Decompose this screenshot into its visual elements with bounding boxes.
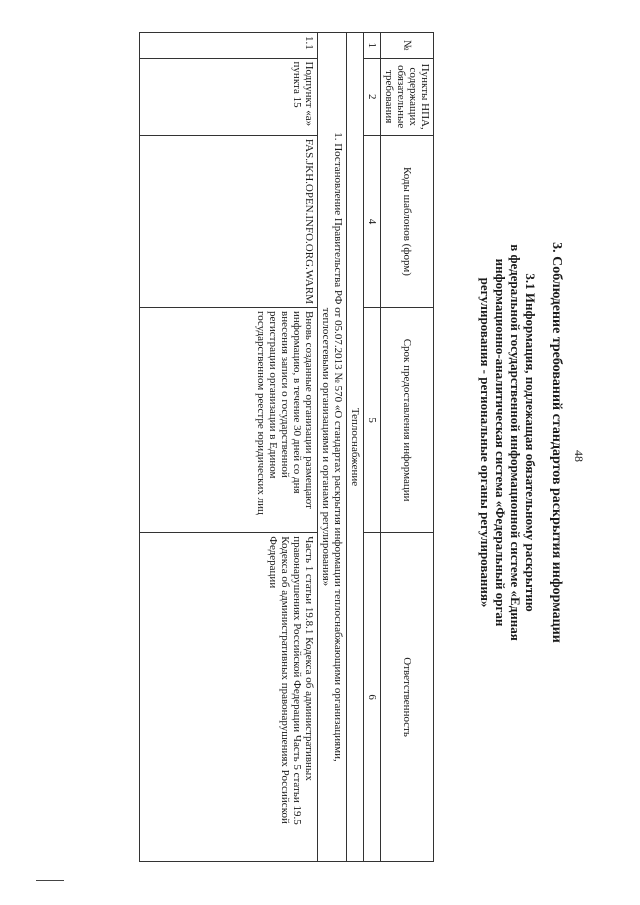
header-number-row	[364, 33, 381, 862]
header-number: 6	[364, 533, 381, 862]
section-title: 3. Соблюдение требований стандартов раскрытия информации	[549, 242, 564, 643]
header-row	[381, 33, 434, 862]
row-code: FAS.JKH.OPEN.INFO.ORG.WARM	[140, 135, 318, 307]
header-number: 5	[364, 308, 381, 533]
section-row	[347, 33, 364, 862]
header-cell: №	[381, 33, 434, 59]
row-responsibility: Часть 1 статьи 19.8.1 Кодекса об административных правонарушениях Российской Федерации Часть 5 статьи 19.5 Кодекса об административных правонарушениях Российской Федерации	[140, 533, 318, 862]
rotated-page	[40, 20, 600, 865]
footnote-rule	[36, 880, 64, 881]
row-number: 1.1	[140, 33, 318, 59]
subtitle-line: 3.1 Информация, подлежащая обязательному раскрытию	[523, 273, 538, 612]
page-number: 48	[572, 450, 586, 462]
header-cell: Пункты НПА, содержащих обязательные требования	[381, 58, 434, 135]
header-number: 4	[364, 135, 381, 307]
header-number: 1	[364, 33, 381, 59]
header-number: 2	[364, 58, 381, 135]
section-heading: Теплоснабжение	[347, 33, 364, 862]
header-cell: Срок предоставления информации	[381, 308, 434, 533]
header-cell: Коды шаблонов (форм)	[381, 135, 434, 307]
subtitle-line: в федеральной государственной информационной системе «Единая	[508, 244, 523, 641]
disclosure-table	[139, 32, 434, 862]
subtitle-line: регулирования - региональные органы регулирования»	[478, 277, 493, 608]
table-row	[140, 33, 318, 862]
subsection-row	[318, 33, 347, 862]
regulation-line: теплосетевыми организациями и органами регулирования»	[320, 307, 332, 587]
subtitle-line: информационно-аналитическая система «Федеральный орган	[493, 258, 508, 627]
header-cell: Ответственность	[381, 533, 434, 862]
subsection-title	[478, 50, 538, 835]
regulation-line: 1. Постановление Правительства РФ от 05.07.2013 № 570 «О стандартах раскрытия информации теплоснабжающими организациями,	[332, 132, 344, 762]
row-item: Подпункт «а» пункта 15	[140, 58, 318, 135]
row-deadline: Вновь созданные организации размещают информацию, в течение 30 дней со дня внесения записи о государственной регистрации организации в Едином государственном реестре юридических лиц	[140, 308, 318, 533]
regulation-heading	[318, 33, 347, 862]
